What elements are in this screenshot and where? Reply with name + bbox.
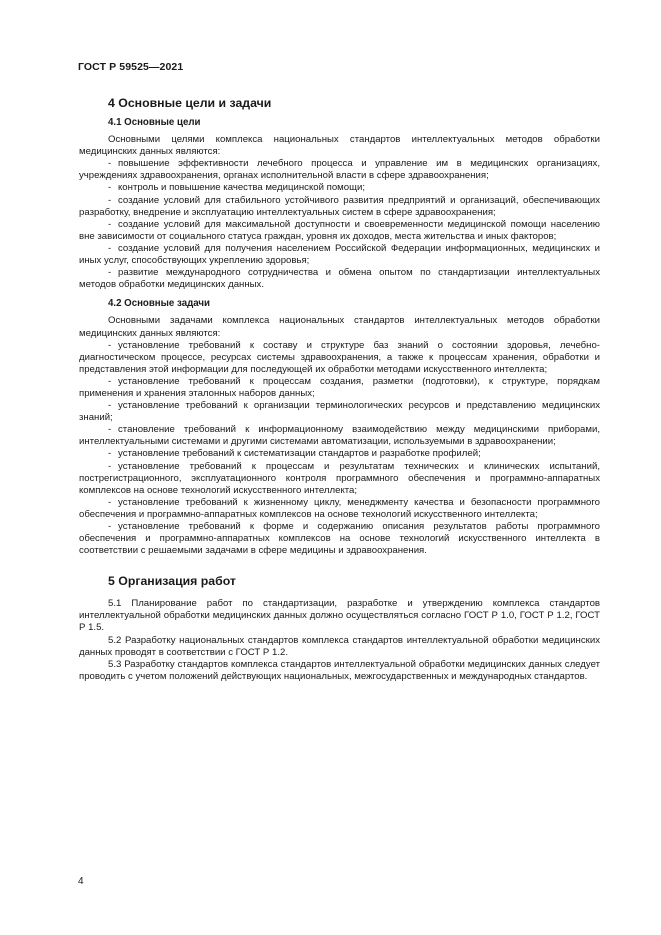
- task-item: - установление требований к систематизации стандартов и разработке профилей;: [108, 448, 481, 460]
- clause-5-2: 5.2 Разработку национальных стандартов комплекса стандартов интеллектуальной обработки медицинских данных проводят в соответствии с ГОСТ Р 1.2.: [79, 634, 600, 658]
- goal-item: - создание условий для стабильного устойчивого развития предприятий и организаций, обеспечивающих разработку, внедрение и эксплуатацию интеллектуальных систем в сфере здравоохранения;: [79, 194, 600, 218]
- goal-item: - развитие международного сотрудничества и обмена опытом по стандартизации интеллектуальных методов обработки медицинских данных.: [79, 267, 600, 291]
- clause-5-1: 5.1 Планирование работ по стандартизации, разработке и утверждению комплекса стандартов интеллектуальной обработки медицинских данных должно осуществляться согласно ГОСТ Р 1.0, ГОСТ Р 1.2, ГОСТ Р 1.5.: [79, 598, 600, 634]
- task-item: - установление требований к организации терминологических ресурсов и представлению медицинских знаний;: [79, 400, 600, 424]
- goal-item: - создание условий для максимальной доступности и своевременности медицинской помощи населению вне зависимости от социального статуса граждан, уровня их доходов, места жительства и иных факторов;: [79, 218, 600, 242]
- task-item: - установление требований к процессам и результатам технических и клинических испытаний, пострегистрационного, эксплуатационного контроля программного обеспечения и программно-аппаратных комплексов на основе технологий искусственного интеллекта;: [79, 460, 600, 496]
- goal-item: - повышение эффективности лечебного процесса и управление им в медицинских организациях, учреждениях здравоохранения, органах исполнительной власти в сфере здравоохранения;: [79, 158, 600, 182]
- clause-5-3: 5.3 Разработку стандартов комплекса стандартов интеллектуальной обработки медицинских данных следует проводить с учетом положений действующих национальных, межгосударственных и международных стандартов.: [79, 658, 600, 682]
- subsection-4-2-heading: 4.2 Основные задачи: [108, 298, 210, 310]
- subsection-4-2-intro: Основными задачами комплекса национальных стандартов интеллектуальных методов обработки медицинских данных являются:: [79, 315, 600, 339]
- section-5-heading: 5 Организация работ: [108, 574, 236, 589]
- document-code: ГОСТ Р 59525—2021: [78, 61, 184, 73]
- document-body: [79, 96, 600, 683]
- goal-item: - создание условий для получения населением Российской Федерации информационных, медицинских и иных услуг, способствующих укреплению здоровья;: [79, 242, 600, 267]
- task-item: - становление требований к информационному взаимодействию между медицинскими приборами, интеллектуальными системами и другими системами автоматизации, используемыми в здравоохранении;: [79, 424, 600, 448]
- section-4-heading: 4 Основные цели и задачи: [108, 96, 272, 110]
- page-number: 4: [78, 876, 84, 887]
- task-item: - установление требований к процессам создания, разметки (подготовки), к структуре, порядкам применения и хранения эталонных наборов данных;: [79, 375, 600, 399]
- subsection-4-1-heading: 4.1 Основные цели: [108, 117, 201, 128]
- subsection-4-1-intro: Основными целями комплекса национальных стандартов интеллектуальных методов обработки медицинских данных являются:: [79, 134, 600, 158]
- task-item: - установление требований к составу и структуре баз знаний о состоянии здоровья, лечебно-диагностическом процессе, ресурсах системы здравоохранения, а также к процессам хранения, обработки и представления этой информации для последующей их обработки методами искусственного интеллекта;: [79, 339, 600, 375]
- task-item: - установление требований к жизненному циклу, менеджменту качества и безопасности программного обеспечения и программно-аппаратных комплексов на основе технологий искусственного интеллекта;: [79, 496, 600, 520]
- task-item: - установление требований к форме и содержанию описания результатов работы программного обеспечения и программно-аппаратных комплексов на основе технологий искусственного интеллекта в соответствии с решаемыми задачами в сфере медицины и здравоохранения.: [79, 521, 600, 557]
- goal-item: - контроль и повышение качества медицинской помощи;: [108, 182, 366, 194]
